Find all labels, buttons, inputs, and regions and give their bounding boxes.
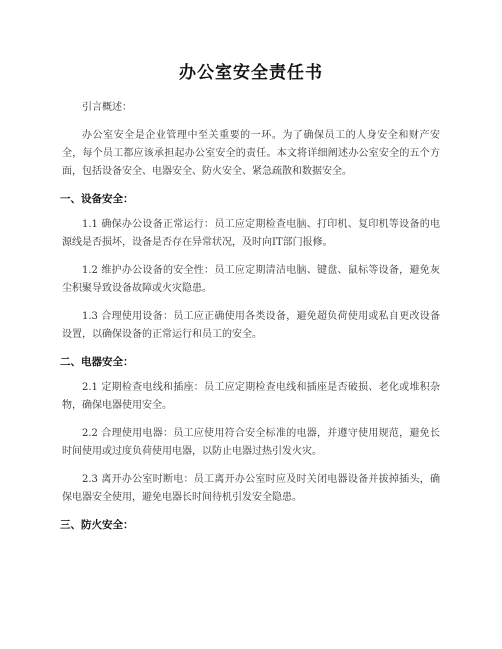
section-heading-fire: 三、防火安全： <box>60 519 134 531</box>
intro-label: 引言概述： <box>82 102 132 113</box>
intro-paragraph: 办公室安全是企业管理中至关重要的一环。为了确保员工的人身安全和财产安全，每个员工都应该承担起办公室安全的责任。本文将详细阐述办公室安全的五个方面，包括设备安全、电器安全、防火安全、紧急疏散和数据安全。 <box>62 130 440 177</box>
section-heading-electrical: 二、电器安全： <box>60 356 134 368</box>
section-item: 1.1 确保办公设备正常运行：员工应定期检查电脑、打印机、复印机等设备的电源线是否损坏，设备是否存在异常状况，及时向IT部门报修。 <box>62 219 440 248</box>
document-title: 办公室安全责任书 <box>179 63 323 83</box>
section-item: 2.1 定期检查电线和插座：员工应定期检查电线和插座是否破损、老化或堆积杂物，确保电器使用安全。 <box>62 382 440 411</box>
section-heading-equipment: 一、设备安全： <box>60 193 134 205</box>
section-item: 1.3 合理使用设备：员工应正确使用各类设备，避免超负荷使用或私自更改设备设置，以确保设备的正常运行和员工的安全。 <box>62 311 440 340</box>
section-item: 2.3 离开办公室时断电：员工离开办公室时应及时关闭电器设备并拔掉插头，确保电器安全使用，避免电器长时间待机引发安全隐患。 <box>62 474 440 503</box>
section-item: 2.2 合理使用电器：员工应使用符合安全标准的电器，并遵守使用规范，避免长时间使用或过度负荷使用电器，以防止电器过热引发火灾。 <box>62 428 440 457</box>
document-body <box>62 100 440 542</box>
section-item: 1.2 维护办公设备的安全性：员工应定期清洁电脑、键盘、鼠标等设备，避免灰尘积聚导致设备故障或火灾隐患。 <box>62 265 440 294</box>
